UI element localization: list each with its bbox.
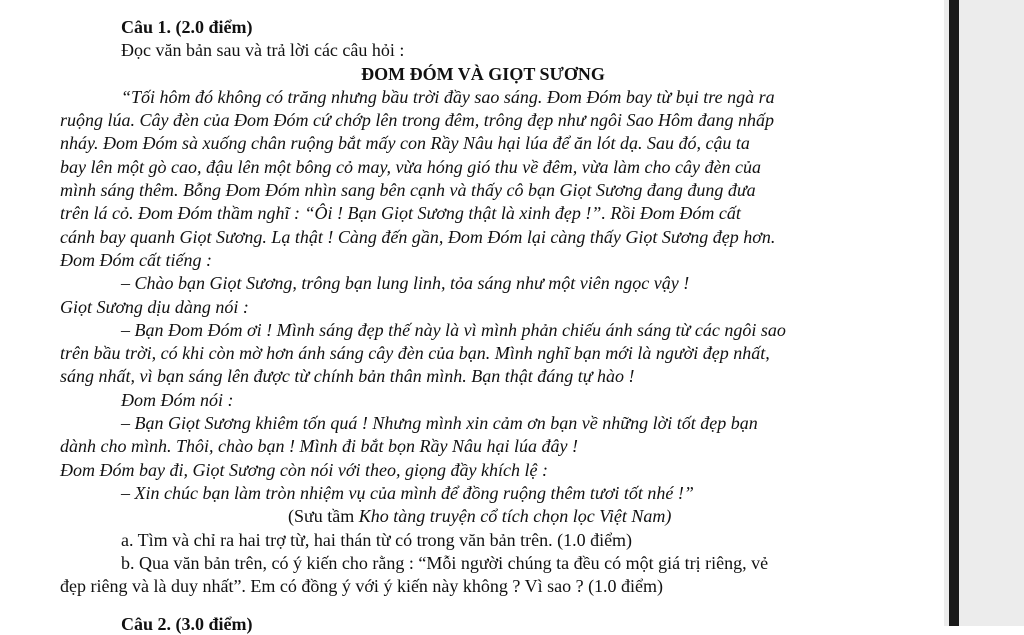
narration-line: Đom Đóm bay đi, Giọt Sương còn nói với theo, giọng đầy khích lệ : (60, 459, 548, 480)
task-a: a. Tìm và chỉ ra hai trợ từ, hai thán từ có trong văn bản trên. (1.0 điểm) (121, 529, 633, 550)
question-instruction: Đọc văn bản sau và trả lời các câu hỏi : (121, 40, 405, 61)
dialogue-line: – Bạn Giọt Sương khiêm tốn quá ! Nhưng mình xin cảm ơn bạn về những lời tốt đẹp bạn (121, 413, 758, 434)
citation-title: Kho tàng truyện cổ tích chọn lọc Việt Nam) (358, 506, 672, 527)
story-line: mình sáng thêm. Bỗng Đom Đóm nhìn sang bên cạnh và thấy cô bạn Giọt Sương đang đung đưa (60, 180, 756, 201)
dialogue-line: – Chào bạn Giọt Sương, trông bạn lung linh, tỏa sáng như một viên ngọc vậy ! (121, 273, 690, 294)
story-line: Đom Đóm cất tiếng : (60, 249, 212, 270)
speaker-line: Đom Đóm nói : (121, 389, 234, 410)
task-b-line: b. Qua văn bản trên, có ý kiến cho rằng : “Mỗi người chúng ta đều có một giá trị riêng, vẻ (121, 552, 769, 573)
dialogue-line: – Bạn Đom Đóm ơi ! Mình sáng đẹp thế này là vì mình phản chiếu ánh sáng từ các ngôi sao (121, 319, 786, 340)
story-line: nháy. Đom Đóm sà xuống chân ruộng bắt mấy con Rầy Nâu hại lúa để ăn lót dạ. Sau đó, cậu ta (60, 133, 750, 154)
task-b-line: đẹp riêng và là duy nhất”. Em có đồng ý với ý kiến này không ? Vì sao ? (1.0 điểm) (60, 576, 664, 597)
document-page (60, 16, 886, 598)
story-line: “Tối hôm đó không có trăng nhưng bầu trời đầy sao sáng. Đom Đóm bay từ bụi tre ngà ra (121, 86, 775, 107)
story-title: ĐOM ĐÓM VÀ GIỌT SƯƠNG (361, 63, 605, 84)
speaker-line: Giọt Sương dịu dàng nói : (60, 296, 249, 317)
story-line: bay lên một gò cao, đậu lên một bông cỏ may, vừa hóng gió thu về đêm, vừa làm cho cây đèn của (60, 156, 761, 177)
viewer-sidebar (944, 0, 1024, 626)
story-line: ruộng lúa. Cây đèn của Đom Đóm cứ chớp lên trong đêm, trông đẹp như ngôi Sao Hôm đang nhấp (60, 110, 775, 131)
question-title: Câu 1. (2.0 điểm) (121, 17, 253, 37)
next-question-partial: Câu 2. (3.0 điểm) (121, 614, 253, 634)
dialogue-line: sáng nhất, vì bạn sáng lên được từ chính bản thân mình. Bạn thật đáng tự hào ! (60, 366, 635, 387)
story-line: cánh bay quanh Giọt Sương. Lạ thật ! Càng đến gần, Đom Đóm lại càng thấy Giọt Sương đẹp hơn. (60, 226, 776, 247)
dialogue-line: – Xin chúc bạn làm tròn nhiệm vụ của mình để đồng ruộng thêm tươi tốt nhé !” (121, 482, 694, 503)
citation (60, 505, 886, 528)
scrollbar-track[interactable] (949, 0, 959, 626)
story-line: trên lá cỏ. Đom Đóm thầm nghĩ : “Ôi ! Bạn Giọt Sương thật là xinh đẹp !”. Rồi Đom Đóm cất (60, 203, 741, 224)
dialogue-line: trên bầu trời, có khi còn mờ hơn ánh sáng cây đèn của bạn. Mình nghĩ bạn mới là người đẹp nhất, (60, 343, 770, 364)
dialogue-line: dành cho mình. Thôi, chào bạn ! Mình đi bắt bọn Rầy Nâu hại lúa đây ! (60, 436, 578, 457)
citation-prefix: (Sưu tầm (288, 506, 359, 527)
